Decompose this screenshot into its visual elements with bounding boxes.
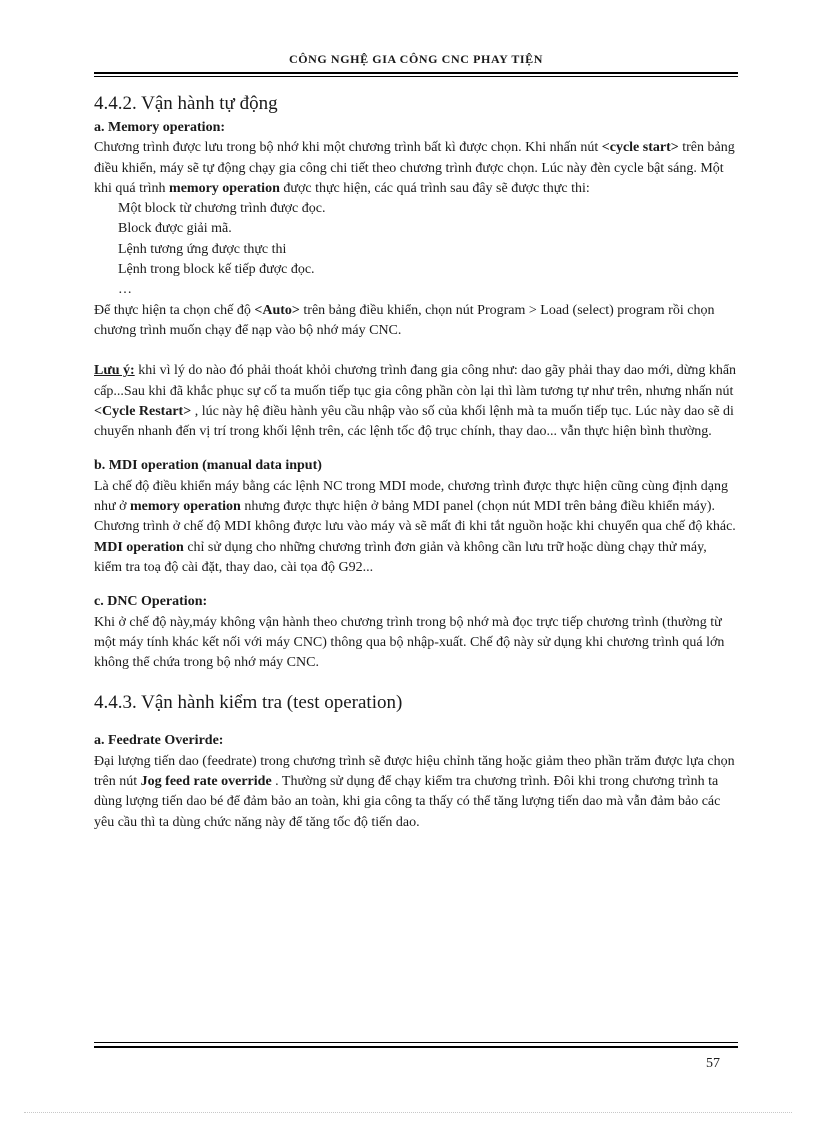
list-item: Lệnh tương ứng được thực thi [118,241,287,257]
list-item: Lệnh trong block kế tiếp được đọc. [118,262,315,278]
spacer [94,717,738,731]
bottom-dotted-border [24,1112,792,1113]
footer-rule-thick [94,1046,738,1048]
paragraph-feedrate-override: Đại lượng tiến dao (feedrate) trong chương trình sẽ được hiệu chỉnh tăng hoặc giảm theo phần trăm được lựa chọn trên nút Jog feed rate override . Thường sử dụng để chạy kiểm tra chương trình. Đôi khi trong chương trình ta dùng lượng tiến dao bé để đảm bảo an toàn, khi gia công ta thấy có thể tăng lượng tiến dao mà vẫn đảm bảo các yêu cầu thì ta dùng chức năng này để tăng tốc độ tiến dao. [94,753,735,830]
paragraph-mdi-operation: Là chế độ điều khiển máy bằng các lệnh NC trong MDI mode, chương trình được thực hiện cũng cùng định dạng như ở memory operation nhưng được thực hiện ở bảng MDI panel (chọn nút MDI trên bảng điều khiển máy). Chương trình ở chế độ MDI không được lưu vào máy và sẽ mất đi khi tắt nguồn hoặc khi chuyển qua chế độ khác. MDI operation chỉ sử dụng cho những chương trình đơn giản và không cần lưu trữ hoặc dùng chạy thử máy, kiểm tra toạ độ cài đặt, thay dao, cài tọa độ G92... [94,478,736,575]
paragraph-memory-operation: Chương trình được lưu trong bộ nhớ khi một chương trình bất kì được chọn. Khi nhấn nút <cycle start> trên bảng điều khiển, máy sẽ tự động chạy gia công chi tiết theo chương trình được chọn. Lúc này đèn cycle bật sáng. Một khi quá trình memory operation được thực hiện, các quá trình sau đây sẽ được thực thi: [94,140,735,196]
spacer [94,578,738,592]
subsection-title-dnc-operation: c. DNC Operation: [94,594,208,610]
header-rule-thin [94,76,738,77]
paragraph-auto-mode: Để thực hiện ta chọn chế độ <Auto> trên bảng điều khiển, chọn nút Program > Load (select) program rồi chọn chương trình muốn chạy để nạp vào bộ nhớ máy CNC. [94,302,715,338]
spacer [94,673,738,687]
section-heading-4-4-2: 4.4.2. Vận hành tự động [94,93,278,114]
paragraph-note: Lưu ý: khi vì lý do nào đó phải thoát khỏi chương trình đang gia công như: dao gãy phải thay dao mới, dừng khẩn cấp...Sau khi đã khắc phục sự cố ta muốn tiếp tục gia công phần còn lại thì làm tương tự như trên, nhưng nhấn nút <Cycle Restart> , lúc này hệ điều hành yêu cầu nhập vào số của khối lệnh mà ta muốn tiếp tục. Lúc này dao sẽ di chuyển nhanh đến vị trí trong khối lệnh trên, các lệnh tốc độ trục chính, thay dao... vẫn thực hiện bình thường. [94,363,737,440]
list-item: Block được giải mã. [118,221,232,237]
list-item: Một block từ chương trình được đọc. [118,201,326,217]
subsection-title-mdi-operation: b. MDI operation (manual data input) [94,458,322,474]
spacer [94,341,738,361]
running-header: CÔNG NGHỆ GIA CÔNG CNC PHAY TIỆN [288,52,544,66]
list-item: … [118,282,132,298]
footer-rule-thin [94,1042,738,1043]
subsection-title-memory-operation: a. Memory operation: [94,120,226,135]
paragraph-dnc-operation: Khi ở chế độ này,máy không vận hành theo chương trình trong bộ nhớ mà đọc trực tiếp chương trình (thường từ một máy tính khác kết nối với máy CNC) thông qua bộ nhập-xuất. Chế độ này sử dụng khi chương trình quá lớn không thể chứa trong bộ nhớ máy CNC. [94,614,725,671]
subsection-title-feedrate-override: a. Feedrate Overirde: [94,733,224,749]
spacer [94,442,738,456]
page-number: 57 [706,1056,720,1071]
page-body [94,88,738,833]
header-rule-thick [94,72,738,74]
note-label: Lưu ý: [94,363,135,379]
section-heading-4-4-3: 4.4.3. Vận hành kiểm tra (test operation) [94,692,403,714]
